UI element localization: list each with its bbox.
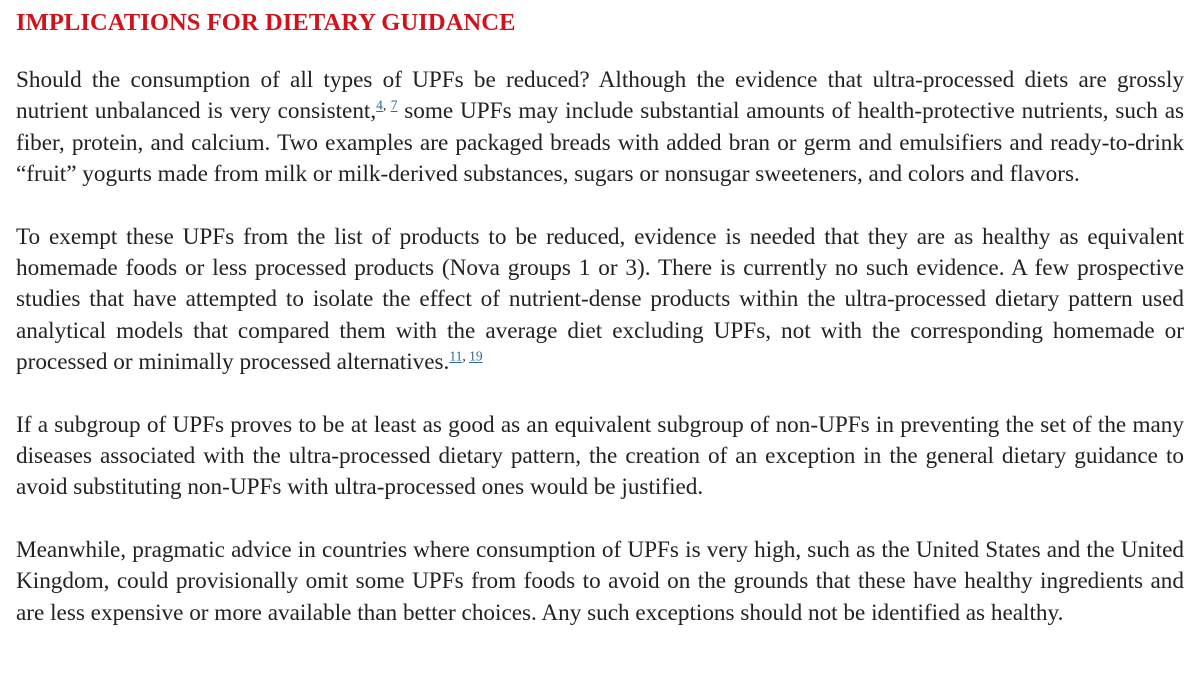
paragraph-1 [16, 65, 1184, 191]
paragraph-2-text: To exempt these UPFs from the list of products to be reduced, evidence is needed that they are as healthy as equivalent homemade foods or less processed products (Nova groups 1 or 3). There is currently no such evidence. A few prospective studies that have attempted to isolate the effect of nutrient-dense products within the ultra-processed dietary pattern used analytical models that compared them with the average diet excluding UPFs, not with the corresponding homemade or processed or minimally processed alternatives. [16, 223, 1184, 376]
article-section [16, 6, 1184, 629]
citation-link-4[interactable]: 4 [376, 97, 383, 113]
paragraph-2 [16, 222, 1184, 379]
citation-link-19[interactable]: 19 [469, 348, 483, 364]
paragraph-3: If a subgroup of UPFs proves to be at least as good as an equivalent subgroup of non-UPFs in preventing the set of the many diseases associated with the ultra-processed dietary pattern, the creation of an exception in the general dietary guidance to avoid substituting non-UPFs with ultra-processed ones would be justified. [16, 411, 1184, 501]
paragraph-1-text-after: some UPFs may include substantial amounts of health-protective nutrients, such as fiber, protein, and calcium. Two examples are packaged breads with added bran or germ and emulsifiers and ready-to-drink “fruit” yogurts made from milk or milk-derived substances, sugars or nonsugar sweeteners, and colors and flavors. [16, 98, 1185, 188]
section-heading: IMPLICATIONS FOR DIETARY GUIDANCE [16, 9, 516, 36]
citation-link-11[interactable]: 11 [449, 348, 463, 364]
paragraph-1-text-before: Should the consumption of all types of UPFs be reduced? Although the evidence that ultra-processed diets are grossly nutrient unbalanced is very consistent, [16, 67, 1184, 125]
citation-separator: , [462, 348, 470, 364]
citation-separator: , [382, 97, 391, 113]
paragraph-4: Meanwhile, pragmatic advice in countries where consumption of UPFs is very high, such as the United States and the United Kingdom, could provisionally omit some UPFs from foods to avoid on the grounds that these have healthy ingredients and are less expensive or more available than better choices. Any such exceptions should not be identified as healthy. [16, 536, 1184, 626]
citation-link-7[interactable]: 7 [390, 97, 398, 113]
